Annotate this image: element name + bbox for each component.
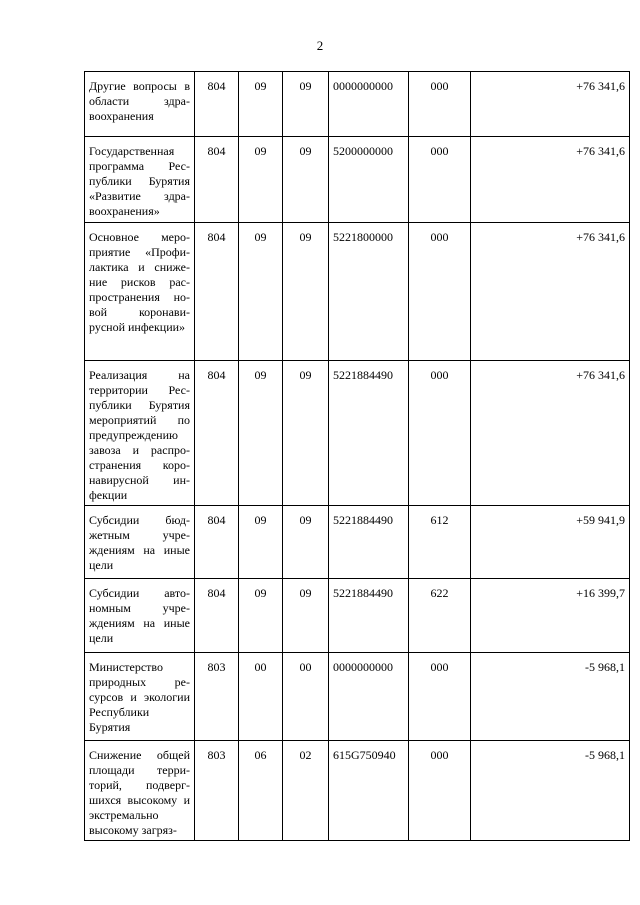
cell-subsection: 09 [283,579,329,653]
cell-subsection: 09 [283,223,329,361]
cell-name: Основное мероприятие «Профилактика и снижение рисков распространения новой коронавирусной инфекции» [85,223,195,361]
budget-table [84,71,630,841]
table-row [85,72,630,137]
cell-target-article: 5221884490 [329,579,409,653]
cell-amount: +16 399,7 [471,579,630,653]
cell-ministry: 804 [195,361,239,506]
cell-target-article: 615G750940 [329,741,409,841]
cell-ministry: 804 [195,223,239,361]
table-row [85,137,630,223]
cell-section: 00 [239,653,283,741]
cell-name: Реализация на территории Республики Бурятия мероприятий по предупреждению завоза и распространения коронавирусной инфекции [85,361,195,506]
cell-section: 09 [239,361,283,506]
cell-section: 09 [239,579,283,653]
table-row [85,361,630,506]
cell-expense-type: 000 [409,72,471,137]
cell-target-article: 0000000000 [329,653,409,741]
cell-subsection: 09 [283,506,329,579]
cell-amount: +76 341,6 [471,137,630,223]
cell-amount: +76 341,6 [471,72,630,137]
cell-ministry: 804 [195,579,239,653]
cell-target-article: 5221884490 [329,361,409,506]
cell-expense-type: 000 [409,741,471,841]
cell-section: 09 [239,223,283,361]
cell-expense-type: 622 [409,579,471,653]
cell-subsection: 00 [283,653,329,741]
cell-amount: -5 968,1 [471,741,630,841]
cell-amount: +59 941,9 [471,506,630,579]
table-row [85,506,630,579]
cell-name: Субсидии бюджетным учреждениям на иные цели [85,506,195,579]
cell-expense-type: 000 [409,361,471,506]
cell-amount: +76 341,6 [471,361,630,506]
cell-ministry: 804 [195,72,239,137]
cell-target-article: 5221800000 [329,223,409,361]
cell-target-article: 0000000000 [329,72,409,137]
cell-subsection: 09 [283,72,329,137]
cell-subsection: 02 [283,741,329,841]
table-row [85,223,630,361]
cell-expense-type: 612 [409,506,471,579]
cell-expense-type: 000 [409,653,471,741]
cell-target-article: 5200000000 [329,137,409,223]
cell-section: 09 [239,137,283,223]
cell-name: Субсидии автономным учреждениям на иные цели [85,579,195,653]
cell-section: 09 [239,72,283,137]
cell-name: Министерство природных ресурсов и экологии Республики Бурятия [85,653,195,741]
cell-amount: +76 341,6 [471,223,630,361]
cell-ministry: 803 [195,741,239,841]
cell-amount: -5 968,1 [471,653,630,741]
cell-subsection: 09 [283,137,329,223]
table-row [85,579,630,653]
cell-name: Снижение общей площади территорий, подвергшихся высокому и экстремально высокому загряз- [85,741,195,841]
table-row [85,741,630,841]
cell-section: 09 [239,506,283,579]
cell-target-article: 5221884490 [329,506,409,579]
cell-expense-type: 000 [409,223,471,361]
cell-name: Другие вопросы в области здравоохранения [85,72,195,137]
cell-ministry: 803 [195,653,239,741]
cell-section: 06 [239,741,283,841]
cell-expense-type: 000 [409,137,471,223]
cell-name: Государственная программа Республики Бурятия «Развитие здравоохранения» [85,137,195,223]
cell-ministry: 804 [195,506,239,579]
page-number: 2 [316,38,324,53]
cell-subsection: 09 [283,361,329,506]
table-row [85,653,630,741]
cell-ministry: 804 [195,137,239,223]
